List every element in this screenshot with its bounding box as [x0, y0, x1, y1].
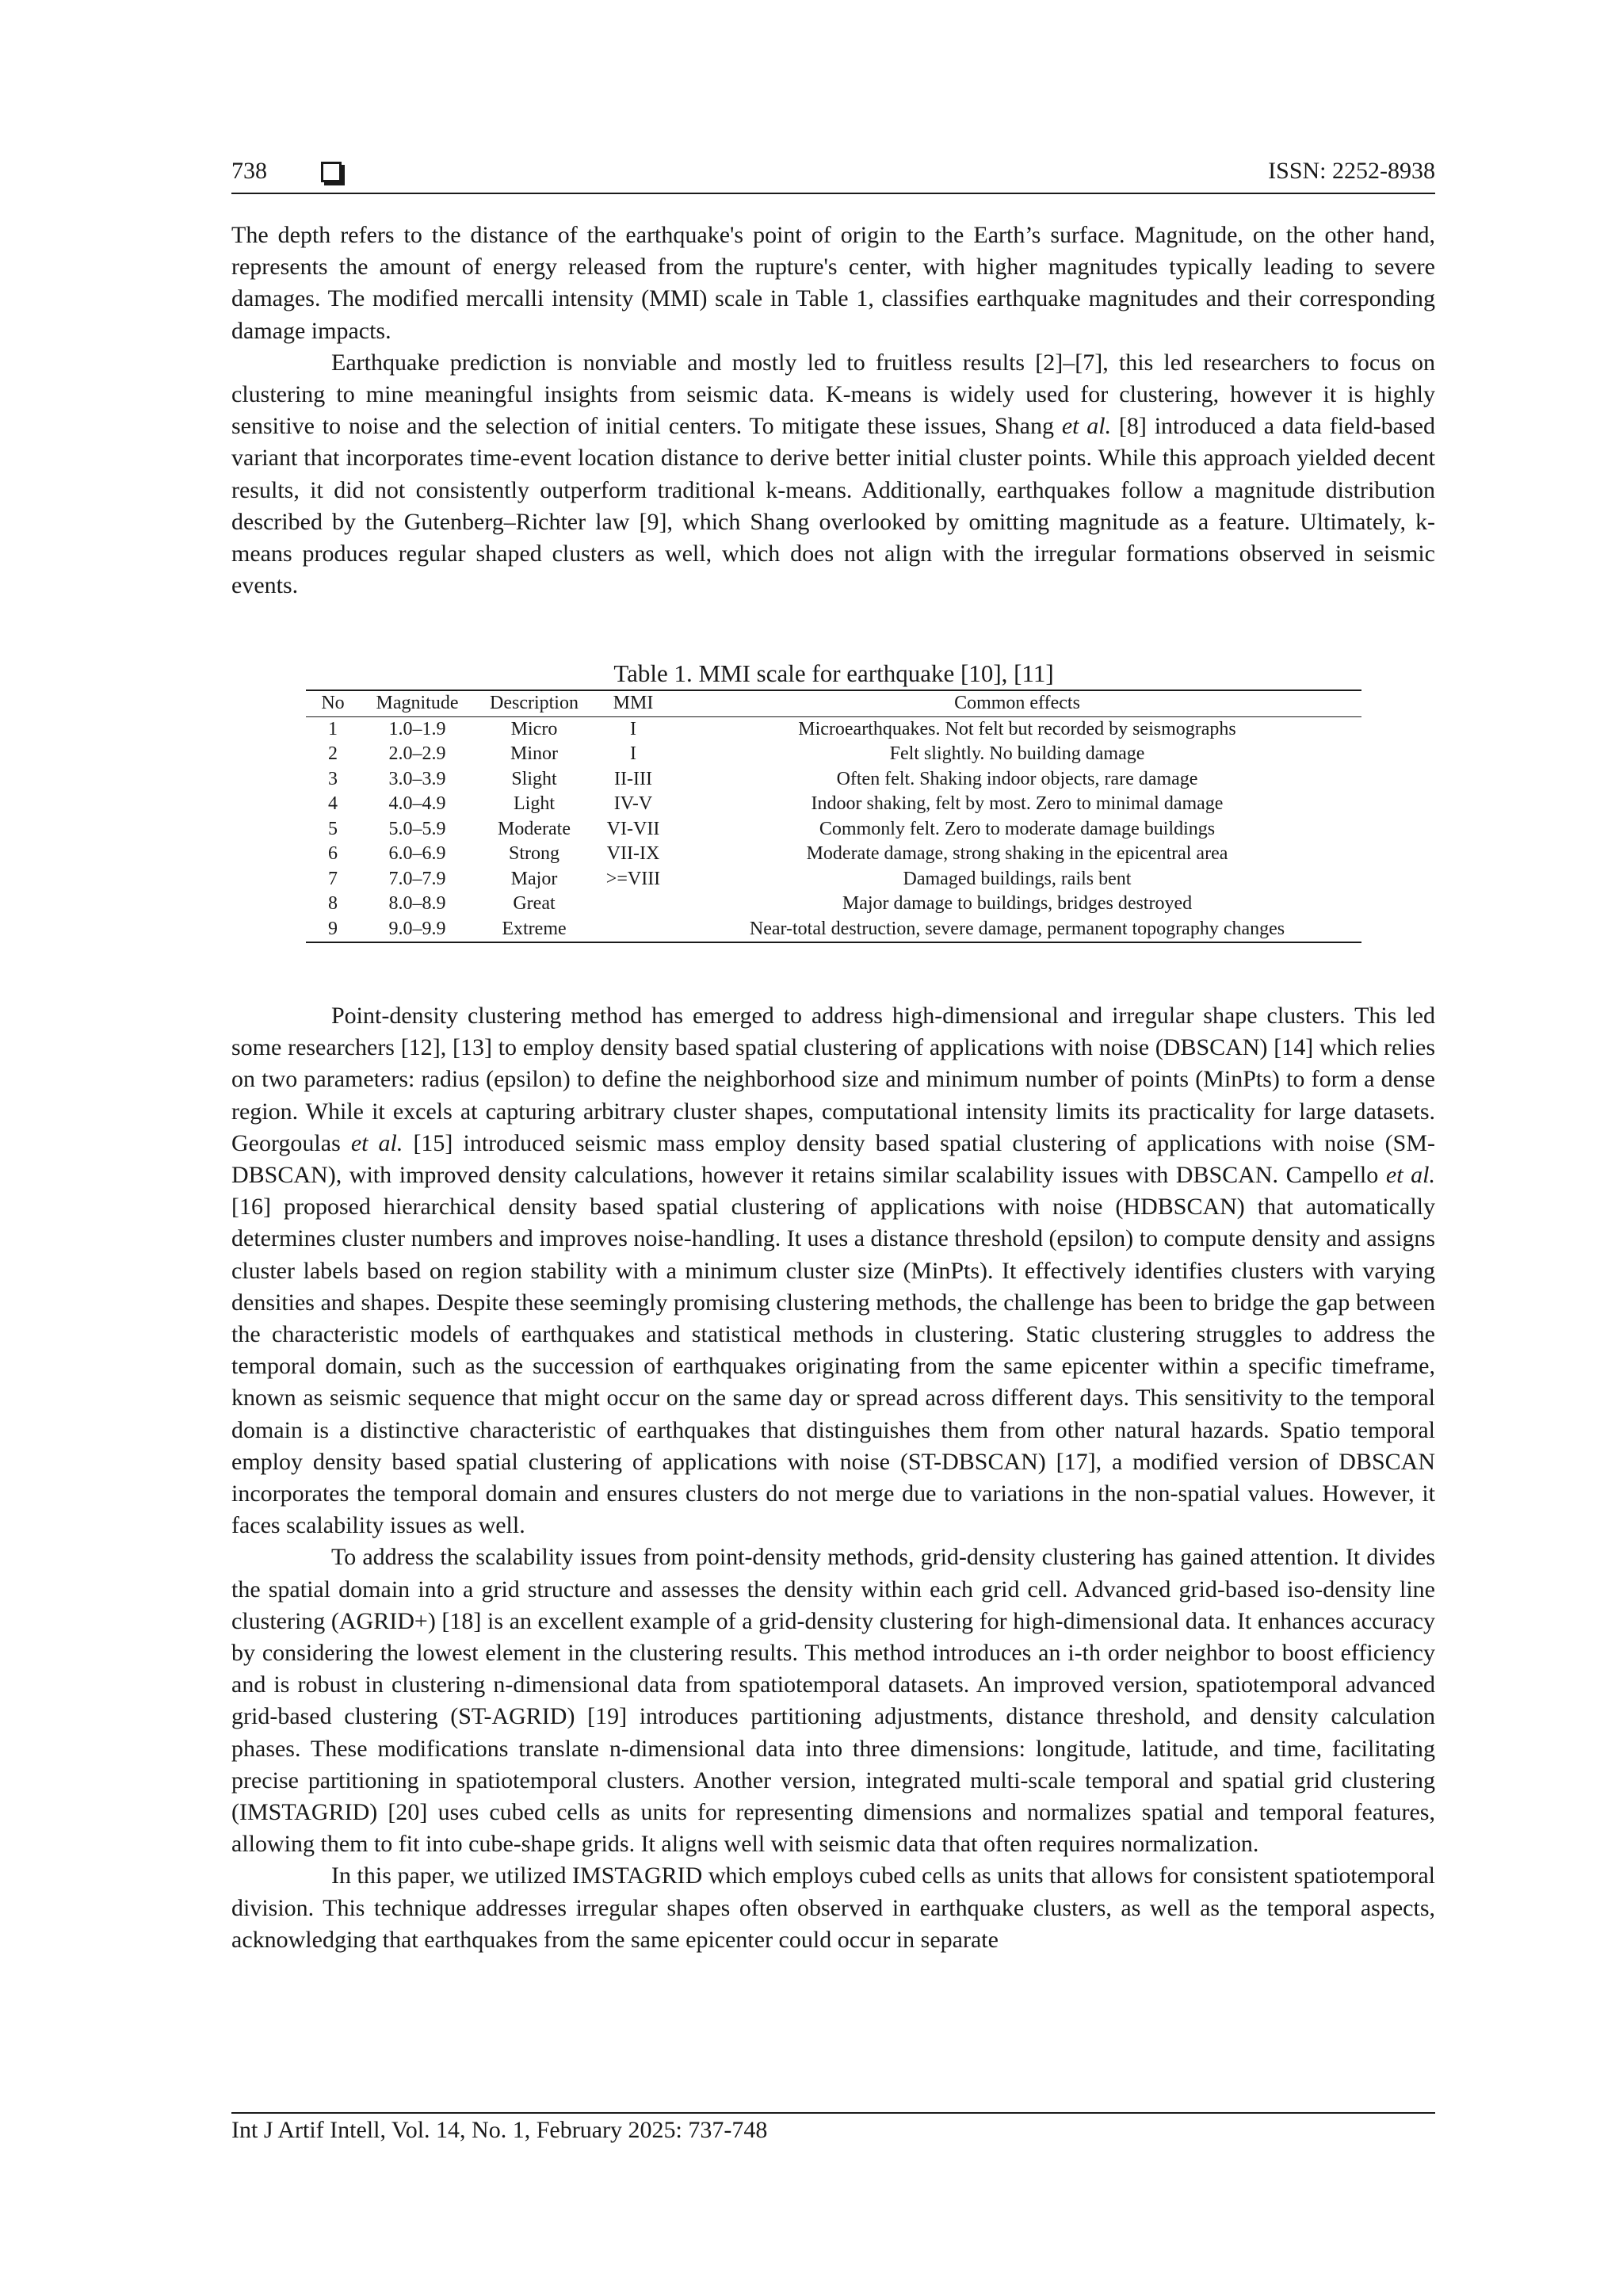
cell-no: 8	[328, 893, 338, 914]
mmi-table	[306, 690, 1361, 943]
cell-no: 7	[328, 868, 338, 889]
table-header-row	[306, 690, 1361, 716]
cell-mmi: VI-VII	[606, 818, 660, 839]
cell-mmi: >=VIII	[605, 868, 661, 889]
table-row	[306, 817, 1361, 842]
cell-no: 9	[306, 917, 360, 943]
footer-rule	[231, 2112, 1435, 2114]
table-row	[306, 842, 1361, 867]
main-text	[231, 1000, 1435, 1956]
cell-no: 1	[328, 718, 338, 739]
cell-no: 4	[328, 793, 338, 814]
cell-effects: Commonly felt. Zero to moderate damage buildings	[819, 818, 1216, 839]
cell-description: Great	[513, 893, 556, 914]
header-rule	[231, 193, 1435, 194]
cell-description: Light	[514, 793, 555, 814]
page-footer: Int J Artif Intell, Vol. 14, No. 1, February 2025: 737-748	[231, 2117, 768, 2143]
cell-effects: Damaged buildings, rails bent	[903, 868, 1132, 889]
cell-mmi	[594, 892, 673, 917]
cell-description: Major	[510, 868, 558, 889]
cell-magnitude: 5.0–5.9	[388, 818, 446, 839]
cell-effects: Felt slightly. No building damage	[889, 743, 1145, 764]
cell-no: 2	[328, 743, 338, 764]
mmi-table-block	[306, 658, 1361, 943]
cell-mmi: VII-IX	[606, 843, 660, 864]
cell-magnitude: 7.0–7.9	[388, 868, 446, 889]
table-row	[306, 792, 1361, 817]
cell-description: Strong	[508, 843, 559, 864]
cell-mmi: II-III	[614, 768, 652, 789]
table-row	[306, 867, 1361, 892]
square-box-icon	[321, 162, 342, 182]
cell-mmi: IV-V	[613, 793, 653, 814]
cell-no: 5	[328, 818, 338, 839]
cell-magnitude: 3.0–3.9	[388, 768, 446, 789]
paragraph-depth-magnitude: The depth refers to the distance of the earthquake's point of origin to the Earth’s surface. Magnitude, on the other hand, represents the amount of energy released from the rupture's center, with higher magnitudes typically leading to severe damages. The modified mercalli intensity (MMI) scale in Table 1, classifies earthquake magnitudes and their corresponding damage impacts.	[231, 222, 1435, 344]
header-description: Description	[475, 690, 594, 716]
cell-effects: Moderate damage, strong shaking in the epicentral area	[806, 843, 1228, 864]
issn-label: ISSN: 2252-8938	[1268, 158, 1435, 184]
table-row	[306, 742, 1361, 767]
cell-magnitude: 1.0–1.9	[388, 718, 446, 739]
table-row	[306, 892, 1361, 917]
table-caption: Table 1. MMI scale for earthquake [10], [11]	[613, 659, 1054, 687]
cell-magnitude: 4.0–4.9	[388, 793, 446, 814]
cell-description: Micro	[510, 718, 558, 739]
cell-effects: Often felt. Shaking indoor objects, rare damage	[836, 768, 1198, 789]
paragraph-point-density: Point-density clustering method has emerged to address high-dimensional and irregular shape clusters. This led some researchers [12], [13] to employ density based spatial clustering of applications with noise (DBSCAN) [14] which relies on two parameters: radius (epsilon) to define the neighborhood size and minimum number of points (MinPts) to form a dense region. While it excels at capturing arbitrary cluster shapes, computational intensity limits its practicality for large datasets. Georgoulas et al. [15] introduced seismic mass employ density based spatial clustering of applications with noise (SM-DBSCAN), with improved density calculations, however it retains similar scalability issues with DBSCAN. Campello et al. [16] proposed hierarchical density based spatial clustering of applications with noise (HDBSCAN) that automatically determines cluster numbers and improves noise-handling. It uses a distance threshold (epsilon) to compute density and assigns cluster labels based on region stability with a minimum cluster size (MinPts). It effectively identifies clusters with varying densities and shapes. Despite these seemingly promising clustering methods, the challenge has been to bridge the gap between the characteristic models of earthquakes and statistical methods in clustering. Static clustering struggles to address the temporal domain, such as the succession of earthquakes originating from the same epicenter within a specific timeframe, known as seismic sequence that might occur on the same day or spread across different days. This sensitivity to the temporal domain is a distinctive characteristic of earthquakes that distinguishes them from other natural hazards. Spatio temporal employ density based spatial clustering of applications with noise (ST-DBSCAN) [17], a modified version of DBSCAN incorporates the temporal domain and ensures clusters do not merge due to variations in the non-spatial values. However, it faces scalability issues as well.	[231, 1003, 1435, 1539]
paragraph-grid-density: To address the scalability issues from point-density methods, grid-density clustering has gained attention. It divides the spatial domain into a grid structure and assesses the density within each grid cell. Advanced grid-based iso-density line clustering (AGRID+) [18] is an excellent example of a grid-density clustering for high-dimensional data. It enhances accuracy by considering the lowest element in the clustering results. This method introduces an i-th order neighbor to boost efficiency and is robust in clustering n-dimensional data from spatiotemporal datasets. An improved version, spatiotemporal advanced grid-based clustering (ST-AGRID) [19] introduces partitioning adjustments, distance threshold, and density calculation phases. These modifications translate n-dimensional data into three dimensions: longitude, latitude, and time, facilitating precise partitioning in spatiotemporal clusters. Another version, integrated multi-scale temporal and spatial grid clustering (IMSTAGRID) [20] uses cubed cells as units for representing dimensions and normalizes spatial and temporal features, allowing them to fit into cube-shape grids. It aligns well with seismic data that often requires normalization.	[231, 1544, 1435, 1858]
cell-effects: Indoor shaking, felt by most. Zero to minimal damage	[811, 793, 1224, 814]
cell-effects: Microearthquakes. Not felt but recorded by seismographs	[798, 718, 1236, 739]
intro-text	[231, 220, 1435, 602]
cell-magnitude: 9.0–9.9	[360, 917, 475, 943]
cell-mmi: I	[630, 743, 636, 764]
page-number: 738	[231, 158, 267, 184]
table-row	[306, 767, 1361, 793]
cell-effects: Major damage to buildings, bridges destroyed	[842, 893, 1193, 914]
cell-magnitude: 8.0–8.9	[388, 893, 446, 914]
header-common-effects: Common effects	[673, 690, 1361, 716]
header-magnitude: Magnitude	[360, 690, 475, 716]
table-row	[306, 917, 1361, 943]
cell-mmi	[594, 917, 673, 943]
header-mmi: MMI	[594, 690, 673, 716]
cell-no: 6	[328, 843, 338, 864]
cell-description: Moderate	[498, 818, 571, 839]
cell-no: 3	[328, 768, 338, 789]
table-row	[306, 716, 1361, 742]
cell-description: Slight	[511, 768, 557, 789]
page-header	[231, 155, 1435, 190]
cell-magnitude: 2.0–2.9	[388, 743, 446, 764]
cell-description: Extreme	[475, 917, 594, 943]
cell-description: Minor	[510, 743, 558, 764]
header-no: No	[306, 690, 360, 716]
cell-magnitude: 6.0–6.9	[388, 843, 446, 864]
paragraph-imstagrid: In this paper, we utilized IMSTAGRID which employs cubed cells as units that allows for consistent spatiotemporal division. This technique addresses irregular shapes often observed in earthquake clusters, as well as the temporal aspects, acknowledging that earthquakes from the same epicenter could occur in separate	[231, 1862, 1435, 1953]
cell-mmi: I	[630, 718, 636, 739]
paragraph-kmeans: Earthquake prediction is nonviable and mostly led to fruitless results [2]–[7], this led researchers to focus on clustering to mine meaningful insights from seismic data. K-means is widely used for clustering, however it is highly sensitive to noise and the selection of initial centers. To mitigate these issues, Shang et al. [8] introduced a data field-based variant that incorporates time-event location distance to derive better initial cluster points. While this approach yielded decent results, it did not consistently outperform traditional k-means. Additionally, earthquakes follow a magnitude distribution described by the Gutenberg–Richter law [9], which Shang overlooked by omitting magnitude as a feature. Ultimately, k-means produces regular shaped clusters as well, which does not align with the irregular formations observed in seismic events.	[231, 349, 1435, 599]
cell-effects: Near-total destruction, severe damage, permanent topography changes	[673, 917, 1361, 943]
